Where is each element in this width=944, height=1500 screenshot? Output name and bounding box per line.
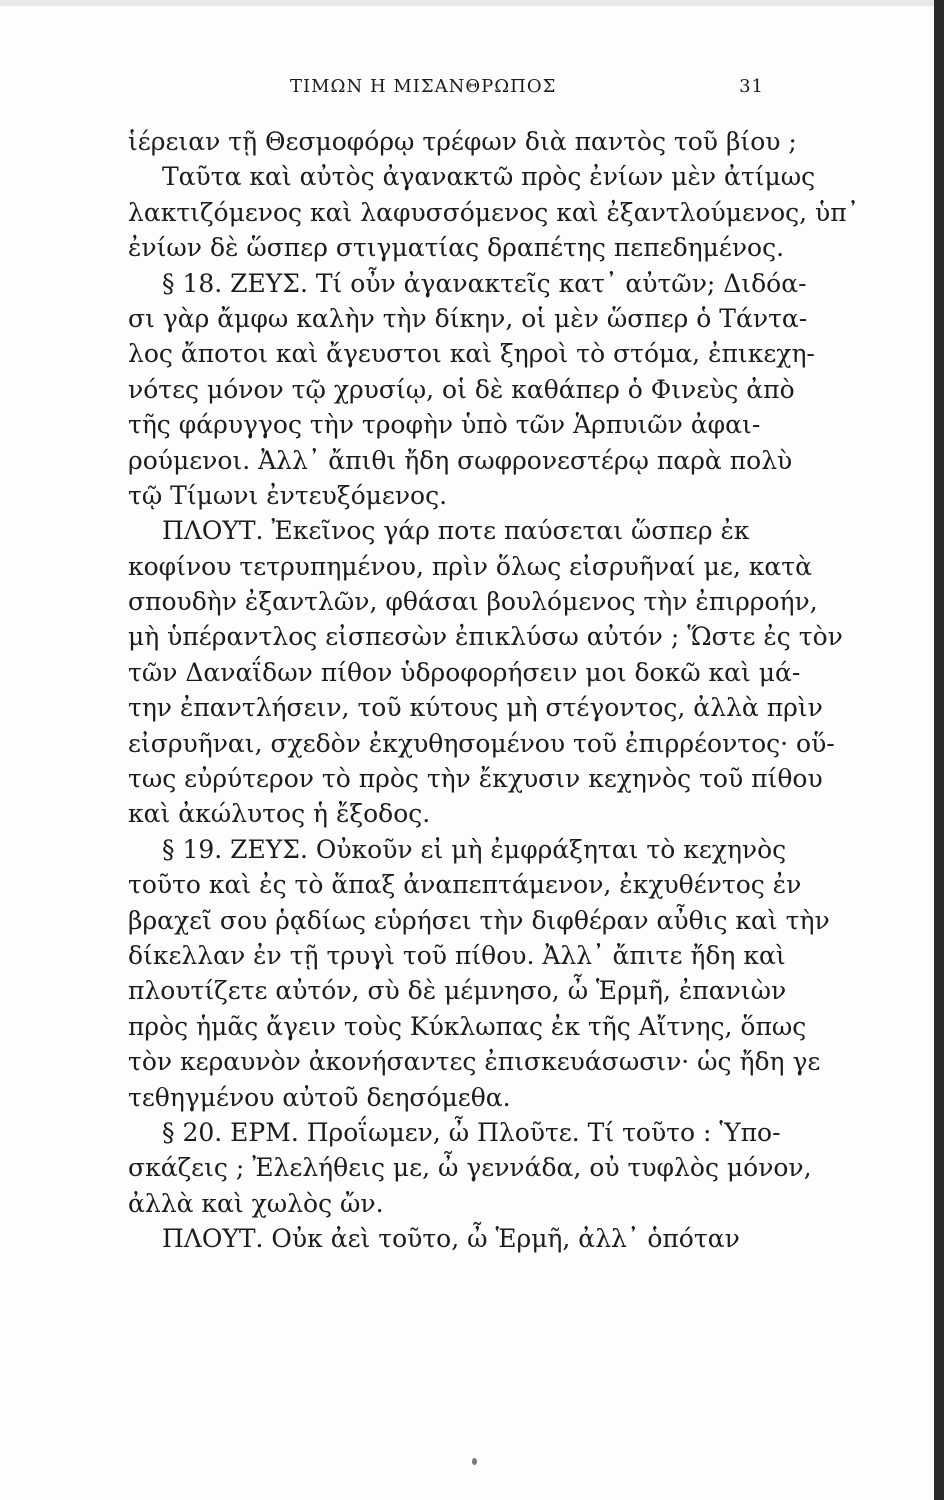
text-line: ΠΛΟΥΤ. Οὐκ ἀεὶ τοῦτο, ὦ Ἑρμῆ, ἀλλ᾽ ὁπόταν	[162, 1224, 740, 1254]
text-line: τεθηγμένου αὐτοῦ δεησόμεθα.	[128, 1082, 511, 1112]
text-line: τῆς φάρυγγος τὴν τροφὴν ὑπὸ τῶν Ἁρπυιῶν ἀφαι-	[128, 410, 761, 440]
text-line: εἰσρυῆναι, σχεδὸν ἐκχυθησομένου τοῦ ἐπιρρέοντος· οὕ-	[128, 728, 835, 758]
text-line: ΠΛΟΥΤ. Ἐκεῖνος γάρ ποτε παύσεται ὥσπερ ἐκ	[162, 516, 750, 546]
text-line: τῷ Τίμωνι ἐντευξόμενος.	[128, 480, 448, 510]
text-line: τως εὐρύτερον τὸ πρὸς τὴν ἔκχυσιν κεχηνὸς τοῦ πίθου	[128, 764, 823, 794]
ink-speck	[472, 1458, 477, 1465]
text-line: ρούμενοι. Ἀλλ᾽ ἄπιθι ἤδη σωφρονεστέρῳ παρὰ πολὺ	[128, 445, 793, 475]
text-line: § 19. ΖΕΥΣ. Οὐκοῦν εἰ μὴ ἐμφράξηται τὸ κεχηνὸς	[162, 834, 787, 864]
text-line: καὶ ἀκώλυτος ἡ ἔξοδος.	[128, 799, 431, 829]
text-line: σπουδὴν ἐξαντλῶν, φθάσαι βουλόμενος τὴν ἐπιρροήν,	[128, 587, 818, 617]
text-line: ἱέρειαν τῇ Θεσμοφόρῳ τρέφων διὰ παντὸς τοῦ βίου ;	[128, 127, 797, 156]
scan-top-edge	[0, 0, 944, 6]
text-line: § 18. ΖΕΥΣ. Τί οὖν ἀγανακτεῖς κατ᾽ αὐτῶν; Διδόα-	[162, 268, 807, 298]
text-line: την ἐπαντλήσειν, τοῦ κύτους μὴ στέγοντος, ἀλλὰ πρὶν	[128, 693, 823, 723]
text-line: ἀλλὰ καὶ χωλὸς ὤν.	[128, 1188, 384, 1218]
text-line: δίκελλαν ἐν τῇ τρυγὶ τοῦ πίθου. Ἀλλ᾽ ἄπιτε ἤδη καὶ	[128, 940, 786, 970]
text-line: σι γὰρ ἄμφω καλὴν τὴν δίκην, οἱ μὲν ὥσπερ ὁ Τάντα-	[128, 303, 808, 333]
text-line: ἐνίων δὲ ὥσπερ στιγματίας δραπέτης πεπεδημένος.	[128, 233, 785, 263]
page-number: 31	[739, 76, 764, 97]
text-line: λος ἄποτοι καὶ ἄγευστοι καὶ ξηροὶ τὸ στόμα, ἐπικεχη-	[128, 339, 815, 369]
body-text	[128, 124, 860, 1257]
text-line: πρὸς ἡμᾶς ἄγειν τοὺς Κύκλωπας ἐκ τῆς Αἴτνης, ὅπως	[128, 1011, 807, 1041]
text-line: νότες μόνον τῷ χρυσίῳ, οἱ δὲ καθάπερ ὁ Φινεὺς ἀπὸ	[128, 374, 795, 404]
text-line: λακτιζόμενος καὶ λαφυσσόμενος καὶ ἐξαντλούμενος, ὑπ᾽	[128, 197, 860, 227]
text-line: βραχεῖ σου ῥᾳδίως εὑρήσει τὴν διφθέραν αὖθις καὶ τὴν	[128, 905, 830, 935]
text-line: σκάζεις ; Ἐλελήθεις με, ὦ γεννάδα, οὐ τυφλὸς μόνον,	[128, 1153, 812, 1183]
text-line: Ταῦτα καὶ αὐτὸς ἀγανακτῶ πρὸς ἐνίων μὲν ἀτίμως	[162, 162, 816, 192]
text-line: πλουτίζετε αὐτόν, σὺ δὲ μέμνησο, ὦ Ἑρμῆ, ἐπανιὼν	[128, 976, 787, 1006]
text-line: κοφίνου τετρυπημένου, πρὶν ὅλως εἰσρυῆναί με, κατὰ	[128, 551, 812, 581]
text-line: § 20. ΕΡΜ. Προΐωμεν, ὦ Πλοῦτε. Τί τοῦτο : Ὑπο-	[162, 1117, 781, 1147]
text-line: τῶν Δαναΐδων πίθον ὑδροφορήσειν μοι δοκῶ καὶ μά-	[128, 657, 801, 687]
running-title: ΤΙΜΩΝ Η ΜΙΣΑΝΘΡΩΠΟΣ	[290, 76, 557, 97]
text-line: τοῦτο καὶ ἐς τὸ ἅπαξ ἀναπεπτάμενον, ἐκχυθέντος ἐν	[128, 870, 802, 900]
text-line: μὴ ὑπέραντλος εἰσπεσὼν ἐπικλύσω αὐτόν ; Ὥστε ἐς τὸν	[128, 622, 843, 652]
scan-right-edge	[934, 0, 944, 1500]
text-line: τὸν κεραυνὸν ἀκονήσαντες ἐπισκευάσωσιν· ὡς ἤδη γε	[128, 1047, 821, 1077]
